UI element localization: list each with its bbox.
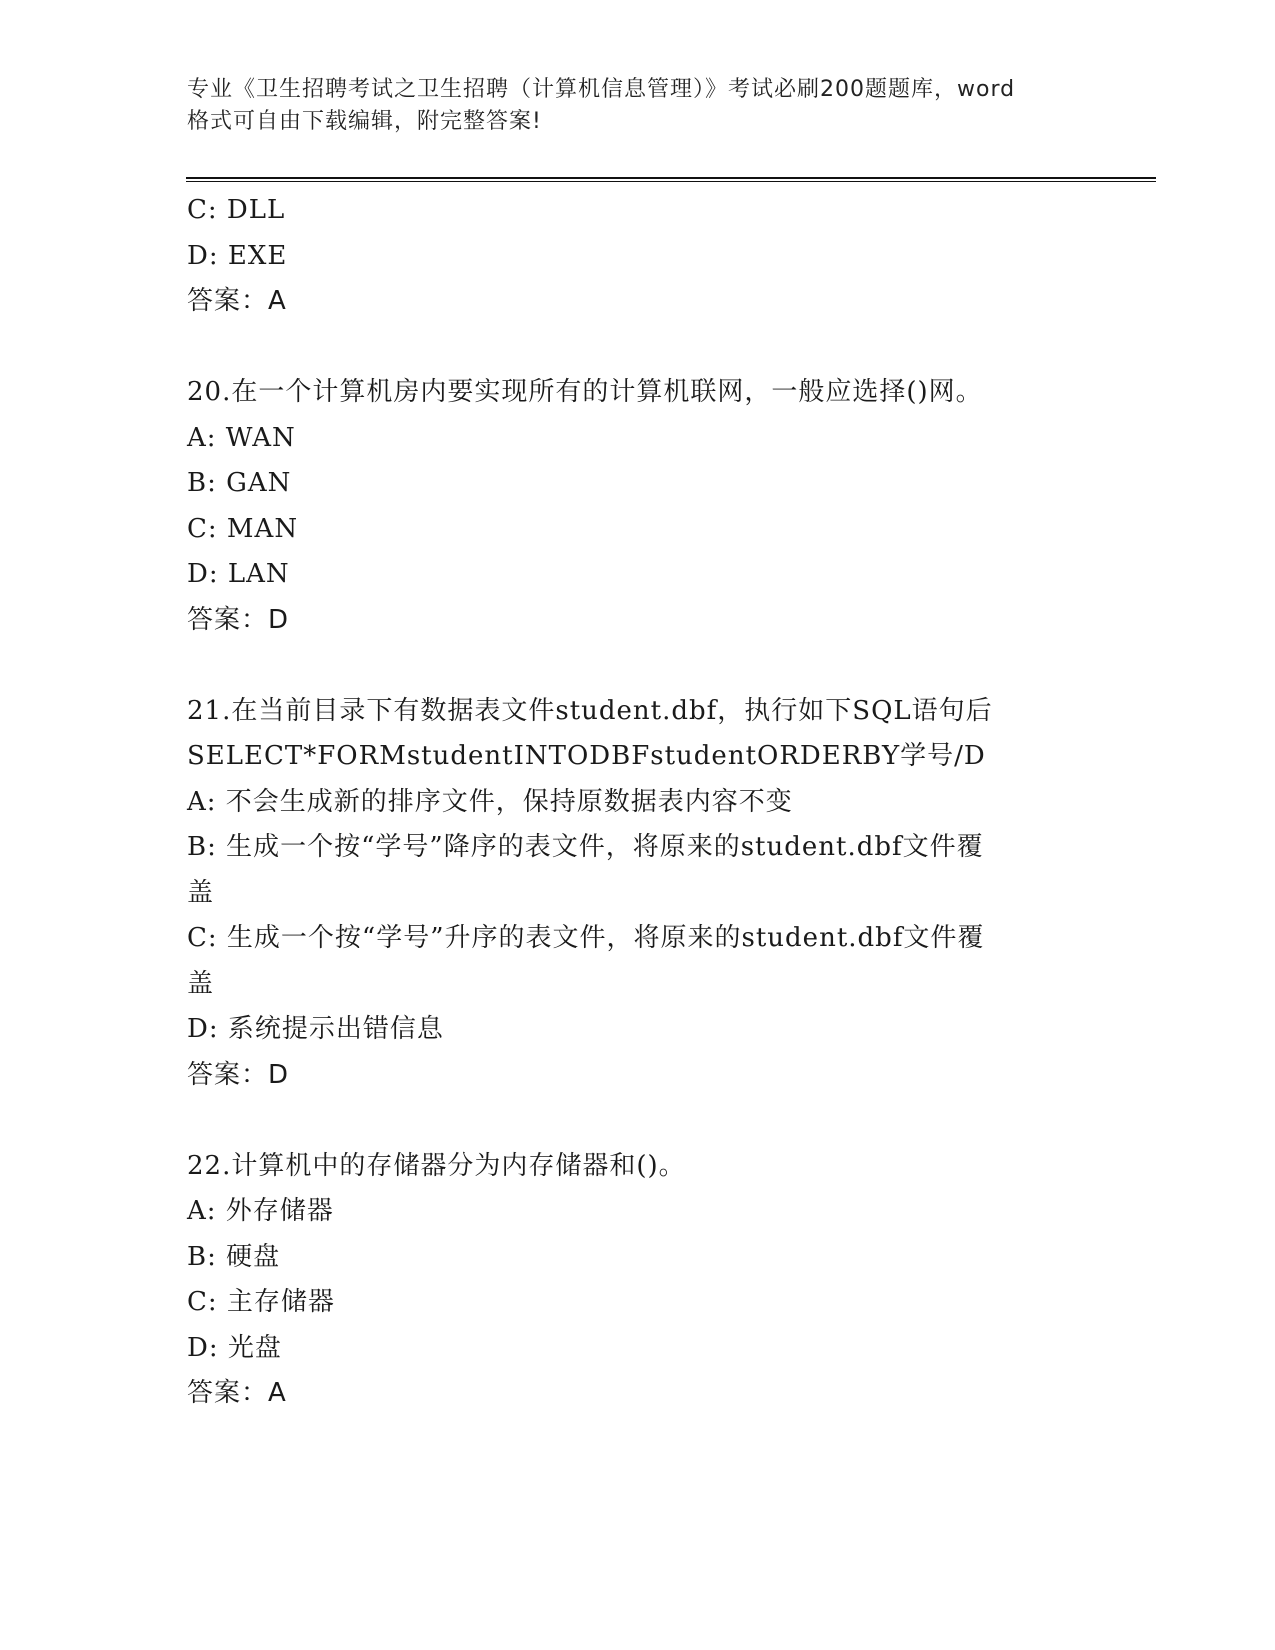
spacer [187, 1098, 1087, 1144]
spacer [187, 325, 1087, 371]
question-text: 22.计算机中的存储器分为内存储器和()。 [187, 1150, 686, 1181]
header-title-line-2: 格式可自由下载编辑，附完整答案! [187, 109, 542, 134]
option-a: A: 外存储器 [187, 1196, 334, 1226]
question-20 [187, 370, 1087, 643]
question-19-tail [187, 188, 1087, 325]
answer: 答案：D [187, 1059, 290, 1090]
answer: 答案：D [187, 604, 290, 635]
question-text: 20.在一个计算机房内要实现所有的计算机联网，一般应选择()网。 [187, 377, 983, 407]
option-d: D: 系统提示出错信息 [187, 1014, 444, 1044]
header-divider [186, 177, 1156, 182]
question-22 [187, 1144, 1087, 1417]
option-c-line-2: 盖 [187, 968, 215, 999]
spacer [187, 643, 1087, 689]
header-title-line-1: 专业《卫生招聘考试之卫生招聘（计算机信息管理）》考试必刷200题题库，word [187, 77, 1016, 102]
option-b-line-1: B: 生成一个按“学号”降序的表文件，将原来的student.dbf文件覆 [187, 832, 984, 862]
option-c: C: MAN [187, 513, 299, 544]
option-c: C: DLL [187, 195, 286, 225]
document-header [187, 74, 1087, 138]
option-c-line-1: C: 生成一个按“学号”升序的表文件，将原来的student.dbf文件覆 [187, 923, 985, 953]
answer: 答案：A [187, 286, 287, 316]
option-a: A: 不会生成新的排序文件，保持原数据表内容不变 [187, 786, 793, 817]
question-21 [187, 689, 1087, 1099]
question-list [187, 188, 1087, 1417]
option-b: B: GAN [187, 468, 292, 498]
option-a: A: WAN [187, 422, 296, 453]
question-text-line-2: SELECT*FORMstudentINTODBFstudentORDERBY学号/D [187, 741, 986, 771]
option-d: D: EXE [187, 240, 288, 271]
option-c: C: 主存储器 [187, 1287, 335, 1317]
answer: 答案：A [187, 1378, 287, 1408]
option-b: B: 硬盘 [187, 1241, 281, 1272]
option-b-line-2: 盖 [187, 877, 215, 908]
question-text-line-1: 21.在当前目录下有数据表文件student.dbf，执行如下SQL语句后 [187, 695, 993, 726]
option-d: D: LAN [187, 559, 290, 589]
option-d: D: 光盘 [187, 1332, 282, 1363]
